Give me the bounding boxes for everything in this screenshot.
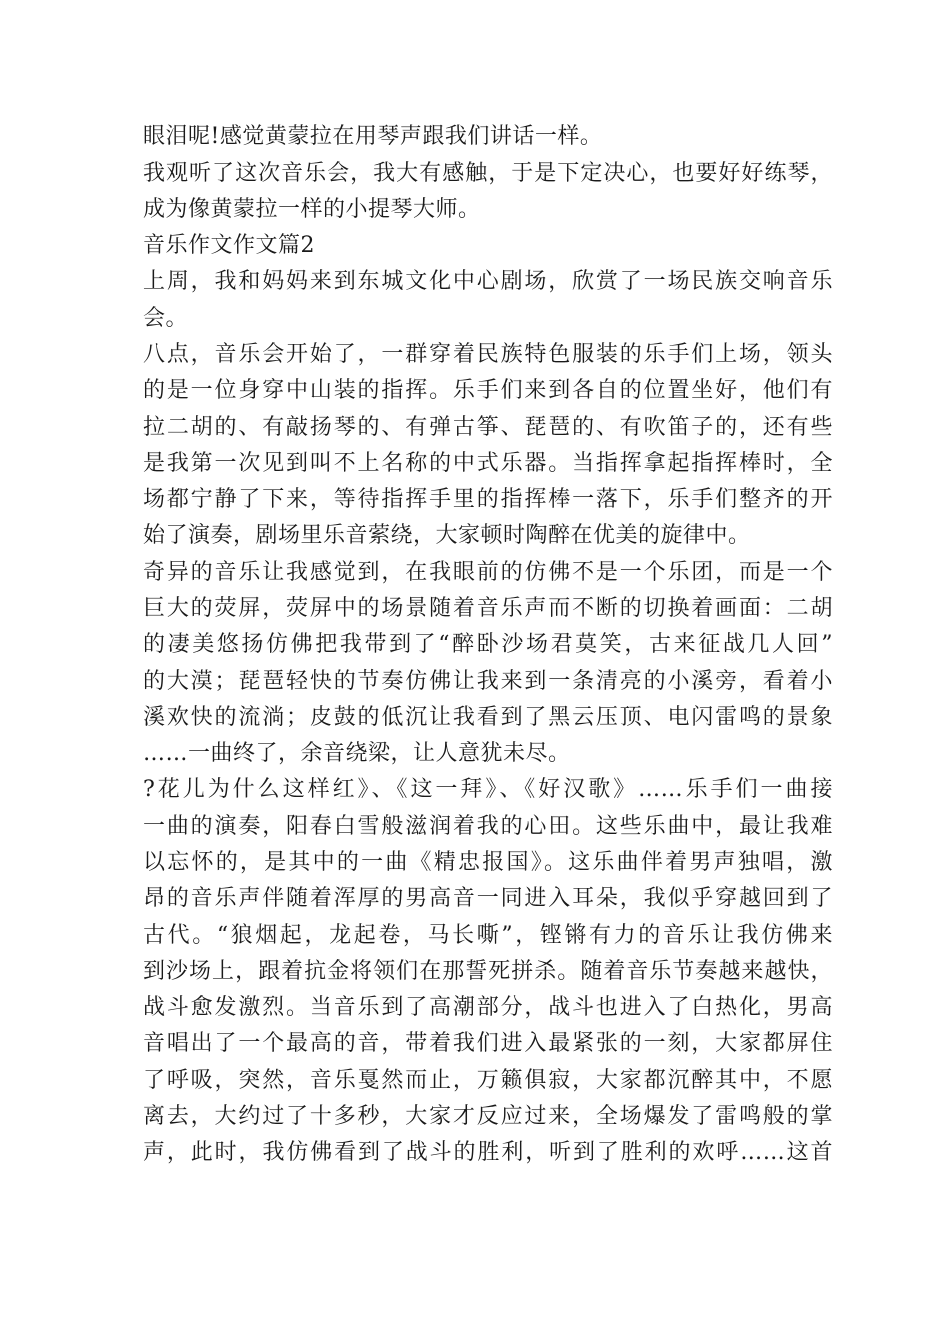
text-line: 是我第一次见到叫不上名称的中式乐器。当指挥拿起指挥棒时，全 xyxy=(143,451,833,476)
text-line: 一曲的演奏，阳春白雪般滋润着我的心田。这些乐曲中，最让我难 xyxy=(143,814,833,839)
text-line: 离去，大约过了十多秒，大家才反应过来，全场爆发了雷鸣般的掌 xyxy=(143,1104,833,1129)
text-line: 溪欢快的流淌；皮鼓的低沉让我看到了黑云压顶、电闪雷鸣的景象 xyxy=(143,705,833,730)
text-line: 音唱出了一个最高的音，带着我们进入最紧张的一刻，大家都屏住 xyxy=(143,1031,833,1056)
text-line: 会。 xyxy=(143,306,189,331)
text-line: 的凄美悠扬仿佛把我带到了“醉卧沙场君莫笑，古来征战几人回” xyxy=(143,632,833,657)
text-line: 奇异的音乐让我感觉到，在我眼前的仿佛不是一个乐团，而是一个 xyxy=(143,560,833,585)
text-line: 眼泪呢!感觉黄蒙拉在用琴声跟我们讲话一样。 xyxy=(143,124,603,149)
text-line: ……一曲终了，余音绕梁，让人意犹未尽。 xyxy=(143,741,571,766)
section-heading: 音乐作文作文篇2 xyxy=(143,233,315,258)
text-line: 拉二胡的、有敲扬琴的、有弹古筝、琵琶的、有吹笛子的，还有些 xyxy=(143,415,833,440)
text-line: ?花儿为什么这样红》、《这一拜》、《好汉歌》……乐手们一曲接 xyxy=(143,777,833,802)
text-line: 古代。“狼烟起，龙起卷，马长嘶”，铿锵有力的音乐让我仿佛来 xyxy=(143,923,833,948)
text-line: 的是一位身穿中山装的指挥。乐手们来到各自的位置坐好，他们有 xyxy=(143,378,833,403)
text-line: 我观听了这次音乐会，我大有感触，于是下定决心，也要好好练琴， xyxy=(143,161,833,186)
text-line: 成为像黄蒙拉一样的小提琴大师。 xyxy=(143,197,481,222)
text-line: 场都宁静了下来，等待指挥手里的指挥棒一落下，乐手们整齐的开 xyxy=(143,487,833,512)
text-line: 声，此时，我仿佛看到了战斗的胜利，听到了胜利的欢呼……这首 xyxy=(143,1140,833,1165)
text-line: 的大漠；琵琶轻快的节奏仿佛让我来到一条清亮的小溪旁，看着小 xyxy=(143,669,833,694)
text-line: 战斗愈发激烈。当音乐到了高潮部分，战斗也进入了白热化，男高 xyxy=(143,995,833,1020)
text-line: 了呼吸，突然，音乐戛然而止，万籁俱寂，大家都沉醉其中，不愿 xyxy=(143,1068,833,1093)
text-line: 以忘怀的，是其中的一曲《精忠报国》。这乐曲伴着男声独唱，激 xyxy=(143,850,833,875)
text-line: 巨大的荧屏，荧屏中的场景随着音乐声而不断的切换着画面：二胡 xyxy=(143,596,833,621)
text-line: 始了演奏，剧场里乐音萦绕，大家顿时陶醉在优美的旋律中。 xyxy=(143,523,751,548)
text-line: 昂的音乐声伴随着浑厚的男高音一同进入耳朵，我似乎穿越回到了 xyxy=(143,886,833,911)
text-line: 到沙场上，跟着抗金将领们在那誓死拼杀。随着音乐节奏越来越快， xyxy=(143,959,833,984)
text-line: 八点，音乐会开始了，一群穿着民族特色服装的乐手们上场，领头 xyxy=(143,342,833,367)
text-line: 上周，我和妈妈来到东城文化中心剧场，欣赏了一场民族交响音乐 xyxy=(143,269,833,294)
